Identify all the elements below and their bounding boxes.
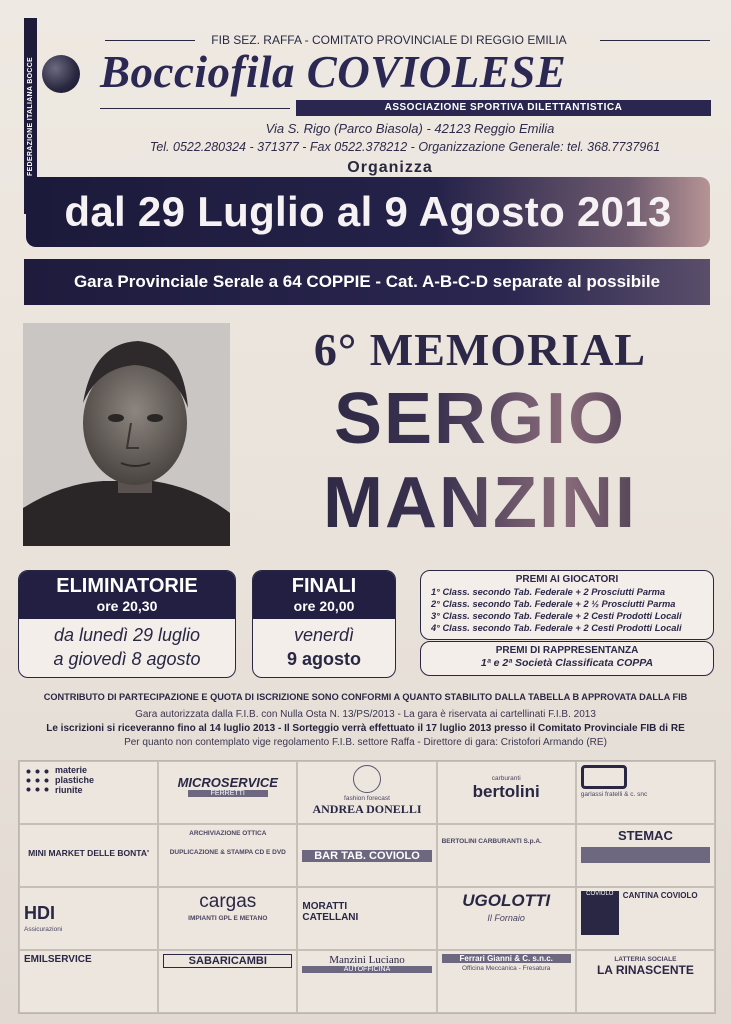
prize-line: 2° Class. secondo Tab. Federale + 2 ½ Prosciutti Parma xyxy=(431,599,676,609)
club-title: Bocciofila COVIOLESE xyxy=(100,47,567,97)
finali-title: FINALI xyxy=(291,575,357,597)
player-prizes-title: PREMI AI GIOCATORI xyxy=(515,574,619,585)
sponsor-tile: BERTOLINI CARBURANTI S.p.A. xyxy=(437,824,576,887)
dots-logo-icon xyxy=(24,767,50,793)
eliminatorie-title: ELIMINATORIE xyxy=(56,575,198,597)
sponsor-tile: garlassi fratelli & c. snc xyxy=(576,761,715,824)
eliminatorie-to: a giovedì 8 agosto xyxy=(53,649,201,669)
sponsor-tile: fashion forecast ANDREA DONELLI xyxy=(297,761,436,824)
memorial-portrait-photo xyxy=(23,323,230,546)
federation-line: FIB SEZ. RAFFA - COMITATO PROVINCIALE DI REGGIO EMILIA xyxy=(211,33,567,47)
sponsor-tile: SABARICAMBI xyxy=(158,950,297,1013)
sponsor-tile: BAR TAB. COVIOLO xyxy=(297,824,436,887)
sponsor-tile: MICROSERVICE FERRETTI xyxy=(158,761,297,824)
finali-card xyxy=(252,570,396,678)
club-address: Via S. Rigo (Parco Biasola) - 42123 Reggio Emilia xyxy=(265,121,555,136)
fashion-logo-icon xyxy=(353,765,381,793)
representation-prizes-title: PREMI DI RAPPRESENTANZA xyxy=(495,645,639,656)
sponsor-tile: Ferrari Gianni & C. s.n.c. Officina Meccanica - Fresatura xyxy=(437,950,576,1013)
sponsor-tile: MORATTI CATELLANI xyxy=(297,887,436,950)
prize-line: 4° Class. secondo Tab. Federale + 2 Cesti Prodotti Locali xyxy=(431,623,682,633)
eliminatorie-time: ore 20,30 xyxy=(96,598,158,614)
sponsor-tile: materie plastiche riunite xyxy=(19,761,158,824)
memorial-first-name: SERGIO xyxy=(270,378,690,460)
finali-header xyxy=(253,571,395,619)
sponsor-tile: EMILSERVICE xyxy=(19,950,158,1013)
finali-day: venerdì xyxy=(293,625,355,645)
sponsor-tile: STEMAC xyxy=(576,824,715,887)
prize-line: 1° Class. secondo Tab. Federale + 2 Prosciutti Parma xyxy=(431,587,666,597)
event-dates-banner: dal 29 Luglio al 9 Agosto 2013 xyxy=(26,177,710,247)
club-phones: Tel. 0522.280324 - 371377 - Fax 0522.378212 - Organizzazione Generale: tel. 368.7737961 xyxy=(149,140,661,154)
sponsor-tile: cargas IMPIANTI GPL E METANO xyxy=(158,887,297,950)
registration-note: Le iscrizioni si riceveranno fino al 14 luglio 2013 - Il Sorteggio verrà effettuato il 17 luglio 2013 presso il Comitato Provinciale FIB di RE xyxy=(46,723,685,734)
representation-prize: 1ª e 2ª Società Classificata COPPA xyxy=(480,657,654,669)
divider xyxy=(100,108,290,109)
authorization-note: Gara autorizzata dalla F.I.B. con Nulla Osta N. 13/PS/2013 - La gara è riservata ai cartellinati F.I.B. 2013 xyxy=(135,709,596,720)
memorial-last-name: MANZINI xyxy=(270,462,690,544)
player-prizes-box xyxy=(420,570,714,640)
portrait-illustration xyxy=(23,323,230,546)
sponsor-tile: UGOLOTTI Il Fornaio xyxy=(437,887,576,950)
finali-time: ore 20,00 xyxy=(293,598,355,614)
rules-note: Per quanto non contemplato vige regolamento F.I.B. settore Raffa - Direttore di gara: Cristofori Armando (RE) xyxy=(124,737,607,748)
sponsor-grid xyxy=(18,760,716,1014)
finali-date: 9 agosto xyxy=(286,649,361,669)
boccia-ball-icon xyxy=(42,55,80,93)
prize-line: 3° Class. secondo Tab. Federale + 2 Cesti Prodotti Locali xyxy=(431,611,682,621)
federation-side-strip: FEDERAZIONE ITALIANA BOCCE xyxy=(24,18,37,214)
sponsor-tile: ARCHIVIAZIONE OTTICA DUPLICAZIONE & STAMPA CD E DVD xyxy=(158,824,297,887)
competition-banner: Gara Provinciale Serale a 64 COPPIE - Cat. A-B-C-D separate al possibile xyxy=(24,259,710,305)
sponsor-tile: HDI Assicurazioni xyxy=(19,887,158,950)
sponsor-tile: carburanti bertolini xyxy=(437,761,576,824)
sponsor-tile: COVIOLO CANTINA COVIOLO xyxy=(576,887,715,950)
contribution-note: CONTRIBUTO DI PARTECIPAZIONE E QUOTA DI ISCRIZIONE SONO CONFORMI A QUANTO STABILITO DALLA TABELLA B APPROVATA DALLA FIB xyxy=(43,692,688,702)
association-banner: ASSOCIAZIONE SPORTIVA DILETTANTISTICA xyxy=(296,100,711,116)
representation-prizes-box xyxy=(420,641,714,676)
coviolo-logo-icon: COVIOLO xyxy=(581,891,619,935)
eliminatorie-card xyxy=(18,570,236,678)
stemac-band xyxy=(581,847,710,863)
sponsor-tile: LATTERIA SOCIALE LA RINASCENTE xyxy=(576,950,715,1013)
organizza-label: Organizza xyxy=(347,159,433,176)
memorial-edition: 6° MEMORIAL xyxy=(313,324,647,375)
sponsor-tile: MINI MARKET DELLE BONTA' xyxy=(19,824,158,887)
garlassi-logo-icon xyxy=(581,765,627,789)
eliminatorie-header xyxy=(19,571,235,619)
sponsor-tile: Manzini Luciano AUTOFFICINA xyxy=(297,950,436,1013)
eliminatorie-from: da lunedì 29 luglio xyxy=(53,625,201,645)
